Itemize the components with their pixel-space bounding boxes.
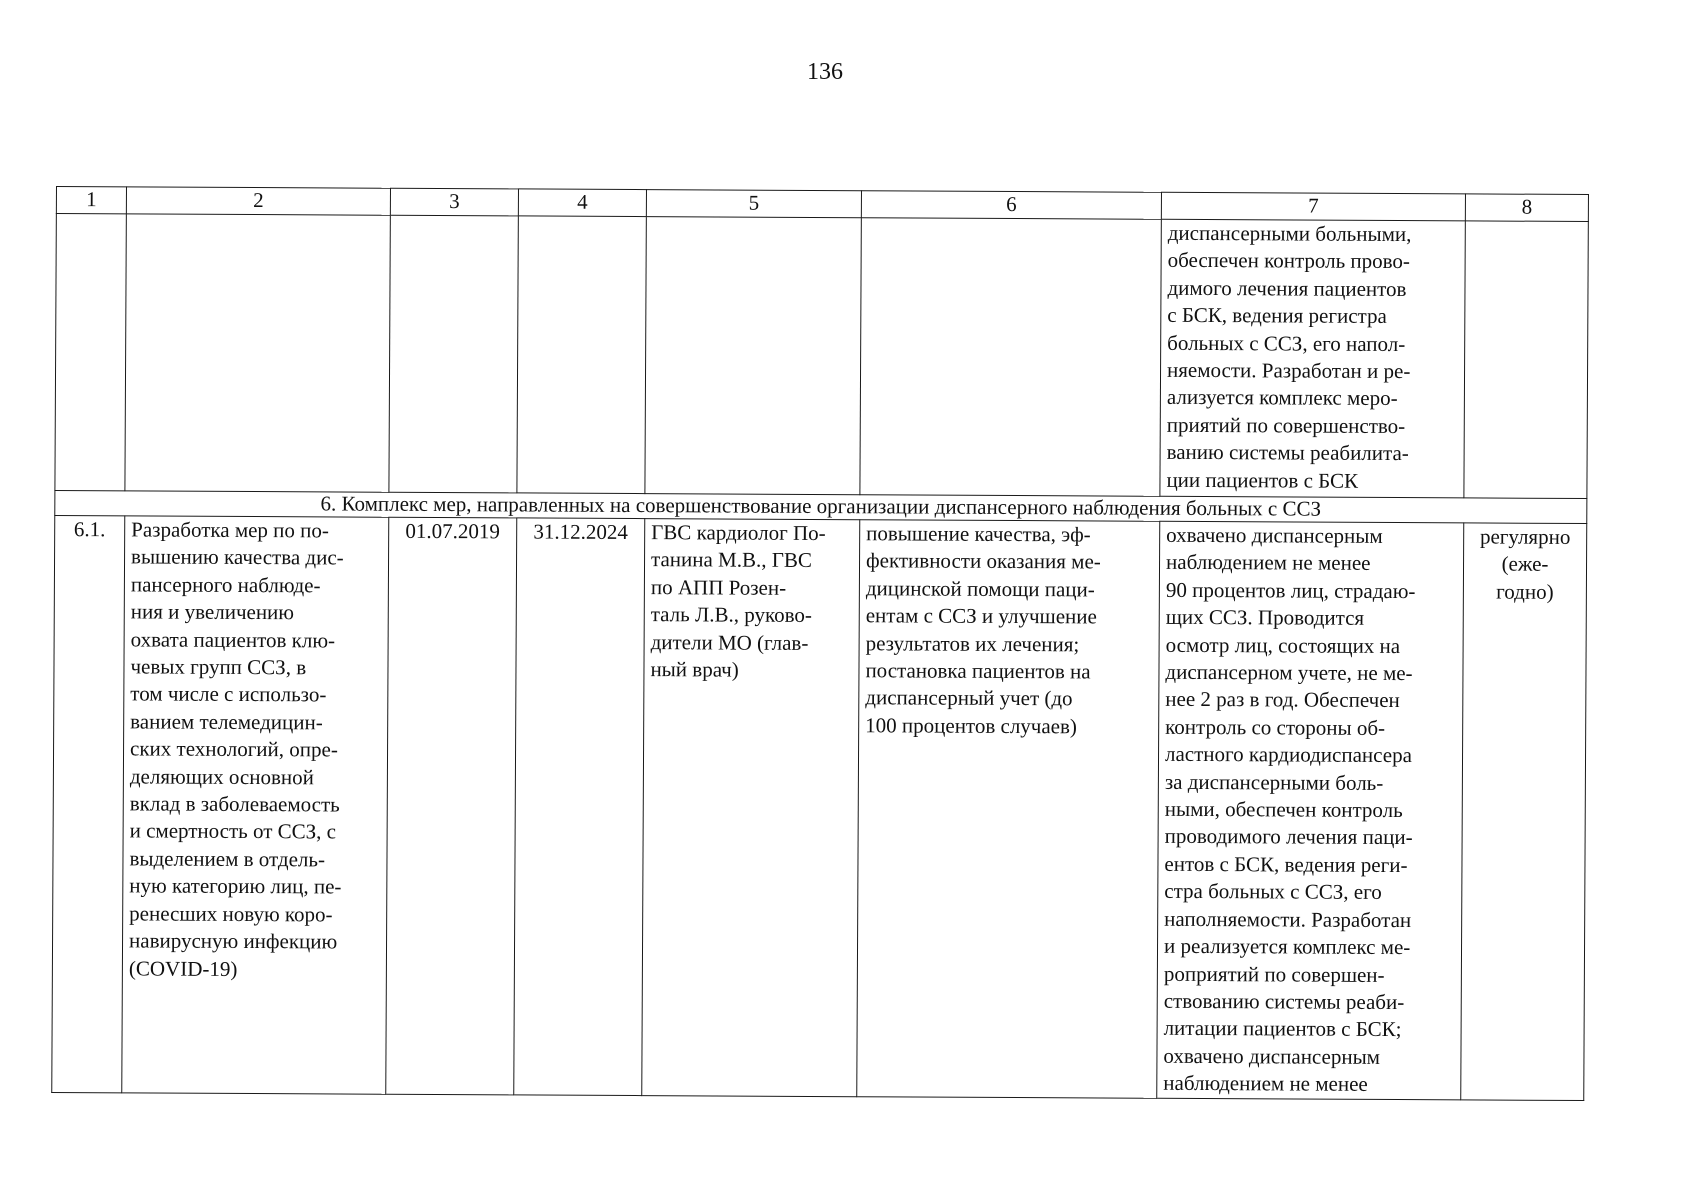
cell-responsible (645, 217, 861, 495)
start-date: 01.07.2019 (386, 517, 517, 1094)
cell-measure (125, 214, 390, 492)
cell-expected-result (860, 218, 1161, 497)
responsible-text: ГВС кардиолог По- танина М.В., ГВС по АПП Розен- таль Л.В., руково- дители МО (глав- ный врач) (642, 519, 860, 1097)
continuation-row (55, 214, 1588, 499)
expected-result-text: повышение качества, эф- фективности оказания ме- дицинской помощи паци- ентам с ССЗ и улучшение результатов их лечения; постановка пациентов на диспансерный учет (до 100 процентов случаев) (857, 520, 1160, 1098)
column-number: 6 (861, 191, 1161, 220)
page-number: 136 (807, 59, 843, 85)
end-date: 31.12.2024 (514, 518, 645, 1095)
cell-frequency (1464, 221, 1588, 499)
column-number: 8 (1465, 194, 1588, 222)
frequency-text: регулярно (еже- годно) (1461, 523, 1587, 1100)
indicator-text: охвачено диспансерным наблюдением не менее 90 процентов лиц, страдаю- щих ССЗ. Проводится осмотр лиц, состоящих на диспансерном учете, не ме- нее 2 раз в год. Обеспечен контроль со стороны об- ластного кардиодиспансера за диспансерными боль- ными, обеспечен контроль проводимого лечения паци- ентов с БСК, ведения реги- стра больных с ССЗ, его наполняемости. Разработан и реализуется комплекс ме- роприятий по совершен- ствованию системы реаби- литации пациентов с БСК; охвачено диспансерным наблюдением не менее (1157, 521, 1464, 1099)
column-number: 4 (518, 189, 646, 217)
column-number: 3 (390, 188, 518, 216)
column-number: 1 (56, 187, 126, 214)
cell-start-date (389, 215, 518, 493)
row-number: 6.1. (52, 515, 125, 1092)
section-title: 6. Комплекс мер, направленных на совершенствование организации диспансерного наблюдения больных с ССЗ (55, 490, 1587, 523)
cell-number (55, 214, 126, 491)
table-row (52, 515, 1587, 1100)
cell-indicator: диспансерными больными, обеспечен контроль прово- димого лечения пациентов с БСК, ведения регистра больных с ССЗ, его напол- няемости. Разработан и ре- ализуется комплекс меро- приятий по совершенство- ванию системы реабилита- ции пациентов с БСК (1160, 219, 1465, 498)
column-number: 7 (1161, 192, 1465, 221)
cell-end-date (517, 216, 646, 494)
plan-table (51, 186, 1589, 1101)
column-number: 5 (646, 190, 861, 218)
column-number: 2 (126, 187, 390, 215)
measure-text: Разработка мер по по- вышению качества дис- пансерного наблюде- ния и увеличению охвата пациентов клю- чевых групп ССЗ, в том числе с использо- ванием телемедицин- ских технологий, опре- деляющих основной вклад в заболеваемость и смертность от ССЗ, с выделением в отдель- ную категорию лиц, пе- ренесших новую коро- навирусную инфекцию (COVID-19) (122, 516, 389, 1094)
